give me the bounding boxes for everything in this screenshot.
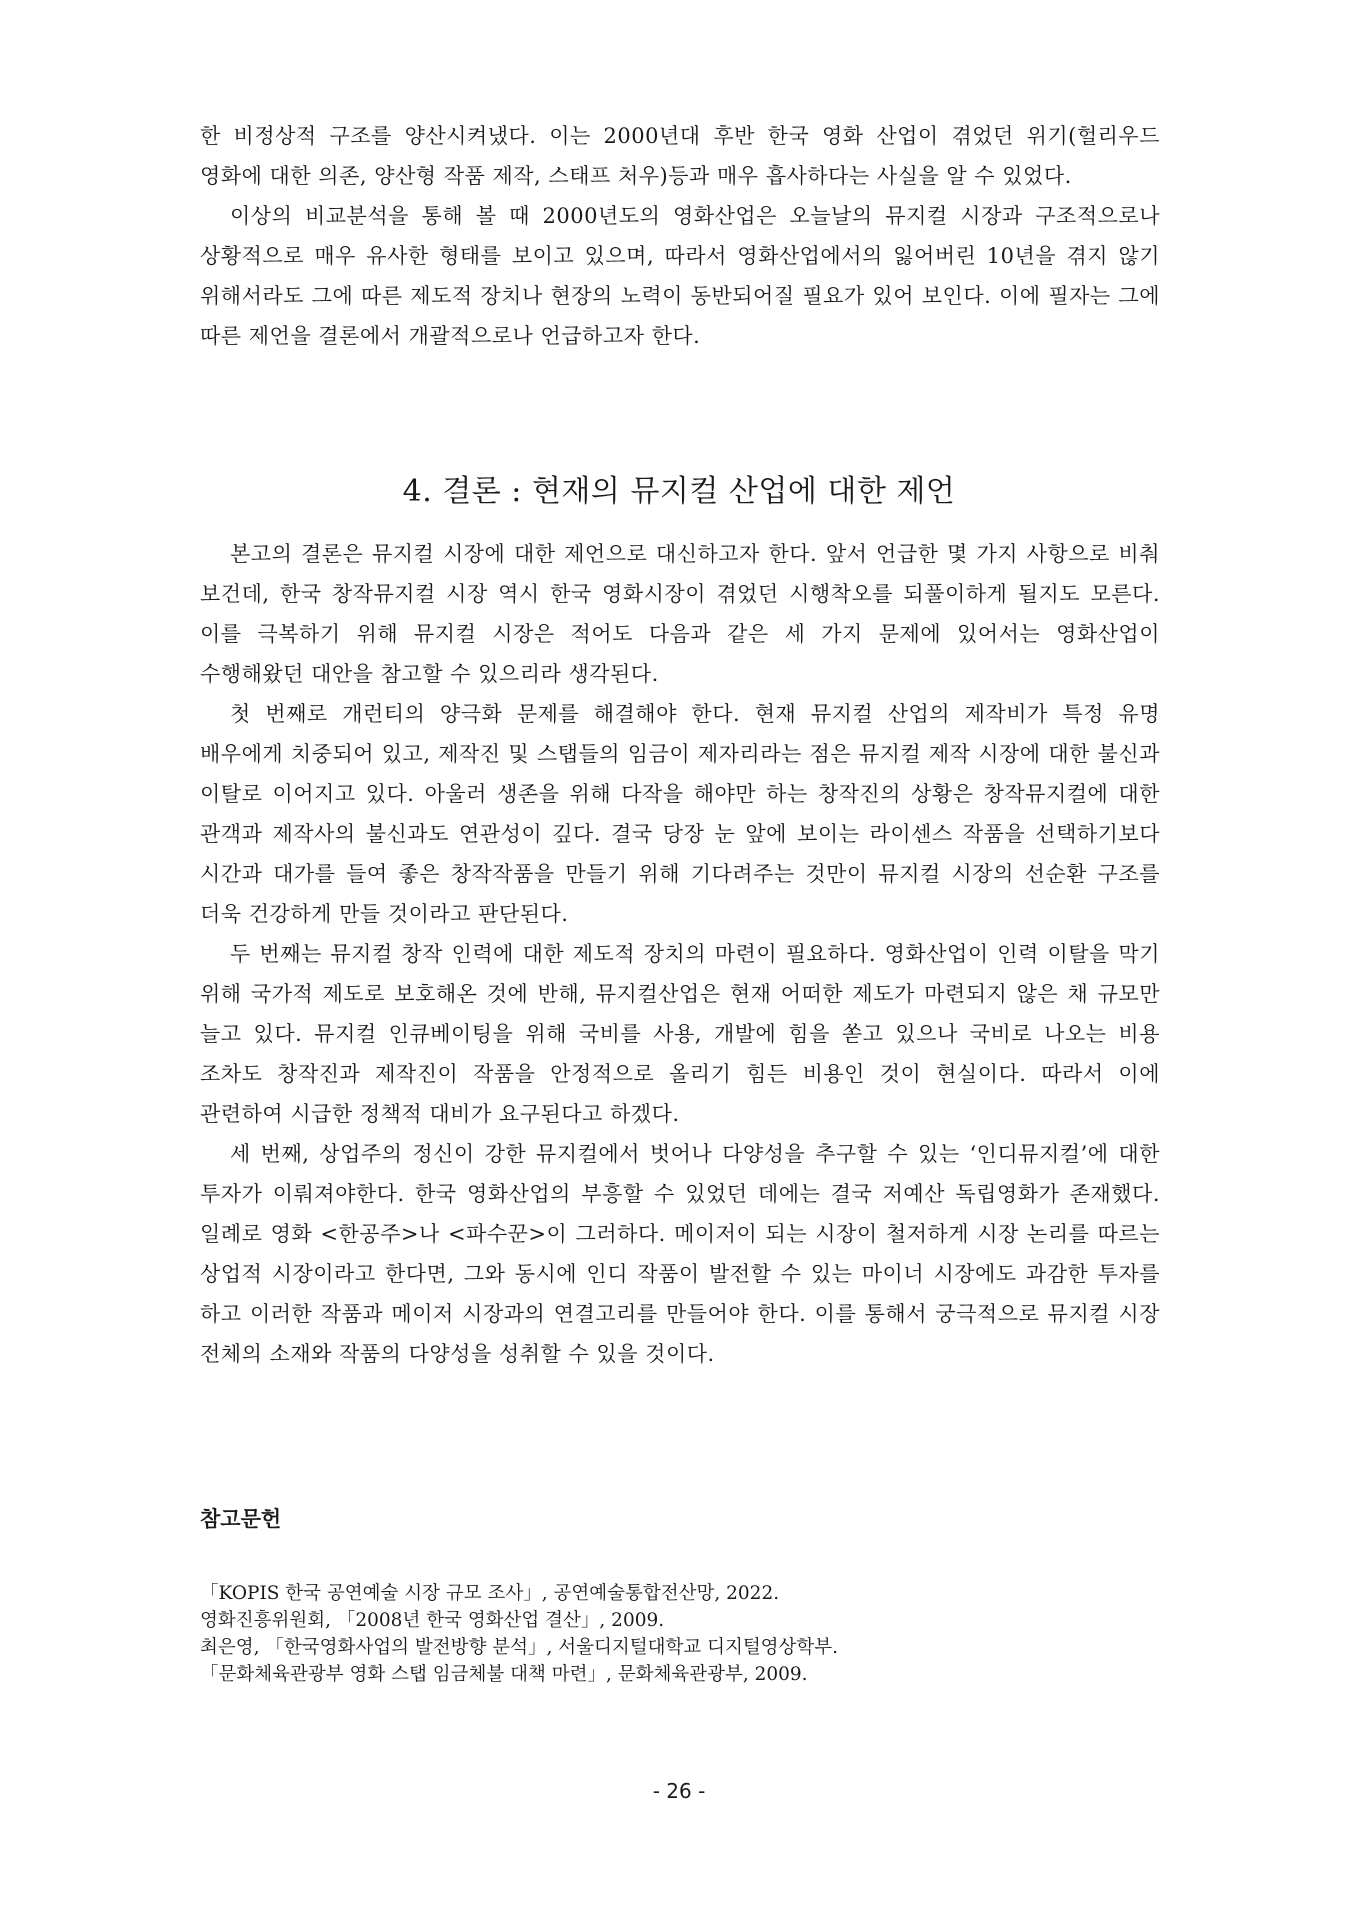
reference-item: 영화진흥위원회, 「2008년 한국 영화산업 결산」, 2009. (200, 1610, 665, 1631)
paragraph: 본고의 결론은 뮤지컬 시장에 대한 제언으로 대신하고자 한다. 앞서 언급한 몇 가지 사항으로 비춰 보건데, 한국 창작뮤지컬 시장 역시 한국 영화시장이 겪었던 시행착오를 되풀이하게 될지도 모른다. 이를 극복하기 위해 뮤지컬 시장은 적어도 다음과 같은 세 가지 문제에 있어서는 영화산업이 수행해왔던 대안을 참고할 수 있으리라 생각된다. (200, 542, 1160, 686)
paragraph: 한 비정상적 구조를 양산시켜냈다. 이는 2000년대 후반 한국 영화 산업이 겪었던 위기(헐리우드 영화에 대한 의존, 양산형 작품 제작, 스태프 처우)등과 매우 흡사하다는 사실을 알 수 있었다. (200, 124, 1160, 188)
paragraph: 세 번째, 상업주의 정신이 강한 뮤지컬에서 벗어나 다양성을 추구할 수 있는 ‘인디뮤지컬’에 대한 투자가 이뤄져야한다. 한국 영화산업의 부흥할 수 있었던 데에는 결국 저예산 독립영화가 존재했다. 일례로 영화 <한공주>나 <파수꾼>이 그러하다. 메이저이 되는 시장이 철저하게 시장 논리를 따르는 상업적 시장이라고 한다면, 그와 동시에 인디 작품이 발전할 수 있는 마이너 시장에도 과감한 투자를 하고 이러한 작품과 메이저 시장과의 연결고리를 만들어야 한다. 이를 통해서 궁극적으로 뮤지컬 시장 전체의 소재와 작품의 다양성을 성취할 수 있을 것이다. (200, 1142, 1160, 1366)
body-text-top (200, 116, 1160, 356)
references-list (200, 1580, 1160, 1688)
reference-item: 「문화체육관광부 영화 스탭 임금체불 대책 마련」, 문화체육관광부, 2009. (200, 1664, 808, 1685)
page-number: - 26 - (652, 1779, 706, 1803)
paragraph: 첫 번째로 개런티의 양극화 문제를 해결해야 한다. 현재 뮤지컬 산업의 제작비가 특정 유명 배우에게 치중되어 있고, 제작진 및 스탭들의 임금이 제자리라는 점은 뮤지컬 제작 시장에 대한 불신과 이탈로 이어지고 있다. 아울러 생존을 위해 다작을 해야만 하는 창작진의 상황은 창작뮤지컬에 대한 관객과 제작사의 불신과도 연관성이 깊다. 결국 당장 눈 앞에 보이는 라이센스 작품을 선택하기보다 시간과 대가를 들여 좋은 창작작품을 만들기 위해 기다려주는 것만이 뮤지컬 시장의 선순환 구조를 더욱 건강하게 만들 것이라고 판단된다. (200, 702, 1160, 926)
paragraph: 두 번째는 뮤지컬 창작 인력에 대한 제도적 장치의 마련이 필요하다. 영화산업이 인력 이탈을 막기 위해 국가적 제도로 보호해온 것에 반해, 뮤지컬산업은 현재 어떠한 제도가 마련되지 않은 채 규모만 늘고 있다. 뮤지컬 인큐베이팅을 위해 국비를 사용, 개발에 힘을 쏟고 있으나 국비로 나오는 비용 조차도 창작진과 제작진이 작품을 안정적으로 올리기 힘든 비용인 것이 현실이다. 따라서 이에 관련하여 시급한 정책적 대비가 요구된다고 하겠다. (200, 942, 1160, 1126)
body-text-conclusion (200, 534, 1160, 1374)
paragraph: 이상의 비교분석을 통해 볼 때 2000년도의 영화산업은 오늘날의 뮤지컬 시장과 구조적으로나 상황적으로 매우 유사한 형태를 보이고 있으며, 따라서 영화산업에서의 잃어버린 10년을 겪지 않기 위해서라도 그에 따른 제도적 장치나 현장의 노력이 동반되어질 필요가 있어 보인다. 이에 필자는 그에 따른 제언을 결론에서 개괄적으로나 언급하고자 한다. (200, 204, 1160, 348)
reference-item: 「KOPIS 한국 공연예술 시장 규모 조사」, 공연예술통합전산망, 2022. (200, 1583, 780, 1604)
references-heading: 참고문헌 (200, 1507, 282, 1531)
reference-item: 최은영, 「한국영화사업의 발전방향 분석」, 서울디지털대학교 디지털영상학부. (200, 1637, 839, 1658)
section-title: 4. 결론 : 현재의 뮤지컬 산업에 대한 제언 (402, 474, 956, 509)
